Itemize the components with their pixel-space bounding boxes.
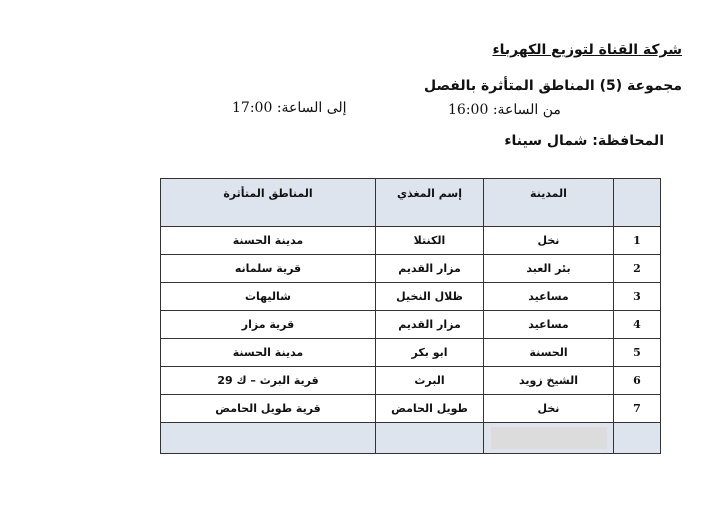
row-city: الحسنة xyxy=(484,339,614,367)
time-to xyxy=(232,100,347,116)
row-city: بئر العبد xyxy=(484,255,614,283)
row-num: 6 xyxy=(614,367,661,395)
time-to-label: إلى الساعة: xyxy=(276,100,347,116)
row-city: الشيخ زويد xyxy=(484,367,614,395)
table-header-row xyxy=(161,179,661,227)
row-num: 7 xyxy=(614,395,661,423)
row-city: نخل xyxy=(484,227,614,255)
row-num: 3 xyxy=(614,283,661,311)
group-title: مجموعة (5) المناطق المتأثرة بالفصل xyxy=(423,78,682,94)
row-feeder: ظلال النخيل xyxy=(376,283,484,311)
row-areas: قرية طويل الحامض xyxy=(161,395,376,423)
header-feeder: إسم المغذي xyxy=(376,179,484,227)
table-footer-row xyxy=(161,423,661,454)
row-city: مساعيد xyxy=(484,311,614,339)
row-areas: قرية البرث – ك 29 xyxy=(161,367,376,395)
time-to-value: 17:00 xyxy=(232,100,273,116)
table-row xyxy=(161,339,661,367)
table-row xyxy=(161,311,661,339)
row-feeder: طويل الحامض xyxy=(376,395,484,423)
row-num: 5 xyxy=(614,339,661,367)
areas-table xyxy=(160,178,661,454)
row-num: 1 xyxy=(614,227,661,255)
time-from-label: من الساعة: xyxy=(492,102,561,118)
governorate: المحافظة: شمال سيناء xyxy=(504,133,664,149)
footer-cell xyxy=(161,423,376,454)
row-areas: مدينة الحسنة xyxy=(161,227,376,255)
row-feeder: الكنتلا xyxy=(376,227,484,255)
header-num xyxy=(614,179,661,227)
company-name: شركة القناة لتوزيع الكهرباء xyxy=(492,42,682,58)
time-from-value: 16:00 xyxy=(448,102,489,118)
table-row xyxy=(161,255,661,283)
row-feeder: مزار القديم xyxy=(376,255,484,283)
row-areas: قرية مزار xyxy=(161,311,376,339)
row-areas: شاليهات xyxy=(161,283,376,311)
redacted-box xyxy=(491,427,607,449)
row-num: 4 xyxy=(614,311,661,339)
table-row xyxy=(161,227,661,255)
footer-cell xyxy=(614,423,661,454)
table-row xyxy=(161,395,661,423)
row-city: نخل xyxy=(484,395,614,423)
row-feeder: البرث xyxy=(376,367,484,395)
header-areas: المناطق المتأثرة xyxy=(161,179,376,227)
table-row xyxy=(161,367,661,395)
row-feeder: ابو بكر xyxy=(376,339,484,367)
row-areas: مدينة الحسنة xyxy=(161,339,376,367)
row-num: 2 xyxy=(614,255,661,283)
table-row xyxy=(161,283,661,311)
time-from xyxy=(448,102,561,118)
footer-cell xyxy=(484,423,614,454)
footer-cell xyxy=(376,423,484,454)
row-areas: قرية سلمانه xyxy=(161,255,376,283)
row-feeder: مزار القديم xyxy=(376,311,484,339)
row-city: مساعيد xyxy=(484,283,614,311)
header-city: المدينة xyxy=(484,179,614,227)
